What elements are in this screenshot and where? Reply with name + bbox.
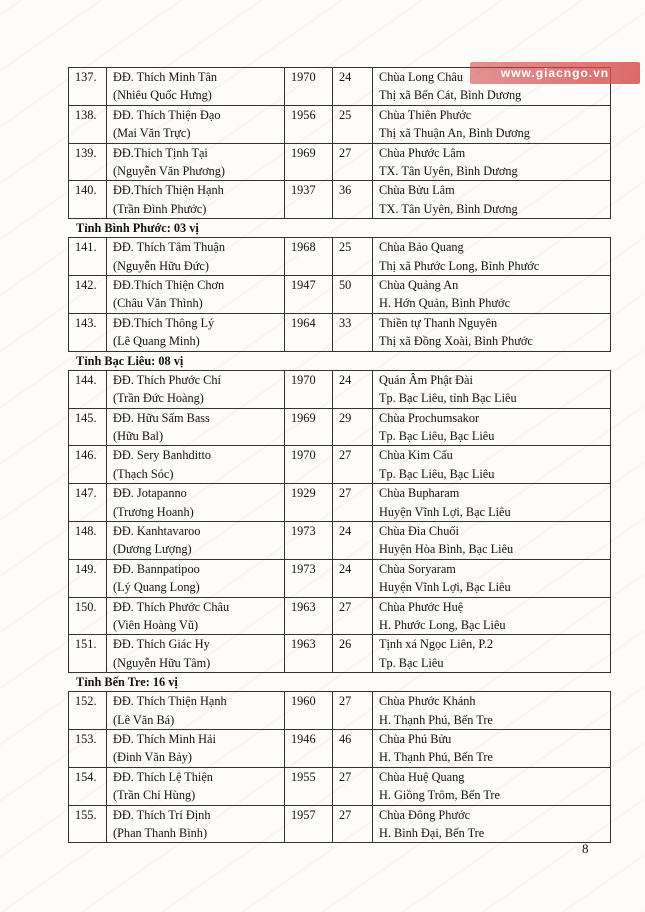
monk-cell [107,559,285,597]
birth-year: 1969 [285,408,333,446]
birth-year: 1973 [285,559,333,597]
age-value: 24 [333,521,373,559]
row-number: 137. [69,68,107,106]
table-row [69,446,611,484]
table-row [69,276,611,314]
monk-name: ĐĐ. Hữu Sấm Bass [113,410,210,425]
group-table-3 [68,691,611,843]
birth-year: 1946 [285,730,333,768]
row-number: 153. [69,730,107,768]
age-value: 29 [333,408,373,446]
temple-location: Thị xã Phước Long, Bình Phước [379,258,540,273]
lay-name: (Trương Hoanh) [113,504,194,519]
temple-location: Huyện Vĩnh Lợi, Bạc Liêu [379,580,511,595]
lay-name: (Trần Đức Hoàng) [113,391,204,406]
temple-cell [373,181,611,219]
page-number: 8 [582,841,589,856]
lay-name: (Trần Chí Hùng) [113,788,196,803]
temple-name: Tịnh xá Ngọc Liên, P.2 [379,637,494,652]
monk-cell [107,446,285,484]
age-value: 27 [333,143,373,181]
temple-name: Chùa Thiên Phước [379,107,472,122]
monk-cell [107,313,285,351]
lay-name: (Thạch Sóc) [113,466,174,481]
table-row [69,559,611,597]
birth-year: 1970 [285,68,333,106]
age-value: 36 [333,181,373,219]
monk-cell [107,805,285,843]
age-value: 33 [333,313,373,351]
watermark-logo: www.giacngo.vn [470,62,640,84]
birth-year: 1937 [285,181,333,219]
lay-name: (Trần Đình Phước) [113,201,207,216]
temple-location: H. Hớn Quản, Bình Phước [379,296,511,311]
lay-name: (Nguyễn Văn Phương) [113,164,225,179]
monk-name: ĐĐ. Thích Phước Chí [113,372,221,387]
temple-location: Tp. Bạc Liêu [379,655,444,670]
section-heading-bac-lieu: Tỉnh Bạc Liêu: 08 vị [76,353,184,368]
row-number: 150. [69,597,107,635]
age-value: 25 [333,105,373,143]
temple-location: H. Giồng Trôm, Bến Tre [379,788,500,803]
table-row [69,238,611,276]
temple-name: Thiền tự Thanh Nguyên [379,315,498,330]
temple-location: Tp. Bạc Liêu, Bạc Liêu [379,466,495,481]
lay-name: (Phan Thanh Bình) [113,826,208,841]
row-number: 141. [69,238,107,276]
birth-year: 1973 [285,521,333,559]
birth-year: 1960 [285,692,333,730]
table-row [69,635,611,673]
birth-year: 1970 [285,446,333,484]
table-row [69,143,611,181]
section-heading-binh-phuoc: Tỉnh Bình Phước: 03 vị [76,221,199,236]
monk-name: ĐĐ. Kanhtavaroo [113,523,201,538]
age-value: 24 [333,559,373,597]
temple-cell [373,559,611,597]
monk-cell [107,730,285,768]
row-number: 146. [69,446,107,484]
row-number: 145. [69,408,107,446]
row-number: 142. [69,276,107,314]
temple-cell [373,484,611,522]
monk-name: ĐĐ.Thích Tịnh Tại [113,145,208,160]
birth-year: 1957 [285,805,333,843]
monk-name: ĐĐ. Thích Trí Định [113,807,211,822]
lay-name: (Hữu Bal) [113,428,164,443]
table-row [69,181,611,219]
table-row [69,767,611,805]
temple-location: Huyện Vĩnh Lợi, Bạc Liêu [379,504,511,519]
monk-name: ĐĐ. Bannpatipoo [113,561,200,576]
lay-name: (Lý Quang Long) [113,580,200,595]
temple-name: Chùa Phú Bửu [379,732,452,746]
row-number: 143. [69,313,107,351]
temple-location: Tp. Bạc Liêu, Bạc Liêu [379,428,495,443]
row-number: 151. [69,635,107,673]
temple-cell [373,730,611,768]
birth-year: 1963 [285,597,333,635]
monk-cell [107,68,285,106]
temple-cell [373,521,611,559]
group-table-2 [68,370,611,674]
monk-cell [107,484,285,522]
temple-name: Chùa Kim Cấu [379,448,453,463]
birth-year: 1970 [285,370,333,408]
temple-name: Chùa Đìa Chuối [379,523,459,538]
temple-cell [373,105,611,143]
temple-cell [373,276,611,314]
temple-name: Chùa Bupharam [379,486,460,501]
monk-cell [107,143,285,181]
temple-location: H. Thạnh Phú, Bến Tre [379,712,493,727]
age-value: 24 [333,68,373,106]
lay-name: (Đinh Văn Bảy) [113,750,193,765]
age-value: 24 [333,370,373,408]
monk-cell [107,692,285,730]
temple-location: Thị xã Đồng Xoài, Bình Phước [379,334,533,349]
temple-name: Chùa Phước Lâm [379,145,466,160]
temple-name: Chùa Soryaram [379,561,456,576]
monk-name: ĐĐ. Thích Phước Châu [113,599,230,614]
temple-cell [373,635,611,673]
age-value: 27 [333,597,373,635]
row-number: 148. [69,521,107,559]
row-number: 149. [69,559,107,597]
table-row [69,408,611,446]
monk-name: ĐĐ.Thích Thiện Chơn [113,278,225,293]
monk-name: ĐĐ. Sery Banhditto [113,448,212,463]
monk-cell [107,635,285,673]
age-value: 27 [333,692,373,730]
monk-cell [107,370,285,408]
monk-name: ĐĐ. Thích Minh Tân [113,70,218,84]
temple-location: Tp. Bạc Liêu, tỉnh Bạc Liêu [379,391,517,406]
temple-cell [373,805,611,843]
monk-cell [107,105,285,143]
temple-name: Chùa Quảng An [379,278,459,293]
lay-name: (Nguyễn Hữu Tâm) [113,655,211,670]
monk-name: ĐĐ. Thích Thiện Đạo [113,107,221,122]
temple-location: Thị xã Thuận An, Bình Dương [379,126,530,141]
age-value: 27 [333,805,373,843]
monk-name: ĐĐ. Thích Minh Hải [113,732,216,746]
monk-name: ĐĐ.Thích Thông Lý [113,315,215,330]
temple-name: Quán Âm Phật Đài [379,372,473,387]
table-row [69,730,611,768]
lay-name: (Viên Hoàng Vũ) [113,617,199,632]
temple-location: TX. Tân Uyên, Bình Dương [379,164,518,179]
birth-year: 1947 [285,276,333,314]
age-value: 50 [333,276,373,314]
temple-name: Chùa Phước Huệ [379,599,464,614]
birth-year: 1964 [285,313,333,351]
row-number: 147. [69,484,107,522]
row-number: 154. [69,767,107,805]
monk-cell [107,408,285,446]
monk-cell [107,276,285,314]
temple-cell [373,408,611,446]
birth-year: 1929 [285,484,333,522]
temple-cell [373,238,611,276]
lay-name: (Lê Quang Minh) [113,334,200,349]
temple-name: Chùa Prochumsakor [379,410,480,425]
table-row [69,597,611,635]
monk-cell [107,181,285,219]
table-row [69,313,611,351]
lay-name: (Châu Văn Thình) [113,296,203,311]
row-number: 140. [69,181,107,219]
age-value: 26 [333,635,373,673]
lay-name: (Nhiêu Quốc Hưng) [113,88,212,103]
temple-location: H. Bình Đại, Bến Tre [379,826,485,841]
temple-location: TX. Tân Uyên, Bình Dương [379,201,518,216]
group-table-0 [68,67,611,219]
lay-name: (Dương Lượng) [113,542,192,557]
monk-cell [107,238,285,276]
table-row [69,370,611,408]
lay-name: (Lê Văn Bá) [113,712,175,727]
age-value: 25 [333,238,373,276]
temple-cell [373,313,611,351]
table-row [69,105,611,143]
monk-name: ĐĐ. Thích Tâm Thuận [113,240,226,255]
lay-name: (Nguyễn Hữu Đức) [113,258,209,273]
section-heading-ben-tre: Tỉnh Bến Tre: 16 vị [76,675,178,690]
temple-cell [373,446,611,484]
temple-location: Thị xã Bến Cát, Bình Dương [379,88,522,103]
monk-name: ĐĐ.Thích Thiện Hạnh [113,183,224,198]
monk-name: ĐĐ. Thích Thiện Hạnh [113,694,227,709]
monk-name: ĐĐ. Thích Giác Hy [113,637,210,652]
birth-year: 1968 [285,238,333,276]
temple-name: Chùa Phước Khánh [379,694,476,709]
birth-year: 1963 [285,635,333,673]
temple-name: Chùa Bảo Quang [379,240,464,255]
temple-location: H. Phước Long, Bạc Liêu [379,617,506,632]
table-row [69,692,611,730]
age-value: 27 [333,484,373,522]
age-value: 27 [333,446,373,484]
row-number: 155. [69,805,107,843]
birth-year: 1956 [285,105,333,143]
birth-year: 1955 [285,767,333,805]
temple-cell [373,767,611,805]
lay-name: (Mai Văn Trực) [113,126,191,141]
temple-location: Huyện Hòa Bình, Bạc Liêu [379,542,514,557]
row-number: 139. [69,143,107,181]
monk-name: ĐĐ. Jotapanno [113,486,187,501]
birth-year: 1969 [285,143,333,181]
table-row [69,484,611,522]
group-table-1 [68,237,611,351]
document-content [68,67,610,843]
monk-cell [107,597,285,635]
temple-cell [373,370,611,408]
temple-cell [373,692,611,730]
temple-name: Chùa Long Châu [379,70,464,84]
temple-cell [373,597,611,635]
monk-name: ĐĐ. Thích Lệ Thiện [113,769,213,784]
temple-name: Chùa Bửu Lâm [379,183,455,198]
temple-name: Chùa Đông Phước [379,807,471,822]
monk-cell [107,767,285,805]
table-row [69,521,611,559]
row-number: 152. [69,692,107,730]
temple-name: Chùa Huệ Quang [379,769,465,784]
table-row [69,805,611,843]
age-value: 46 [333,730,373,768]
temple-cell [373,143,611,181]
row-number: 144. [69,370,107,408]
temple-location: H. Thạnh Phú, Bến Tre [379,750,493,765]
age-value: 27 [333,767,373,805]
row-number: 138. [69,105,107,143]
monk-cell [107,521,285,559]
